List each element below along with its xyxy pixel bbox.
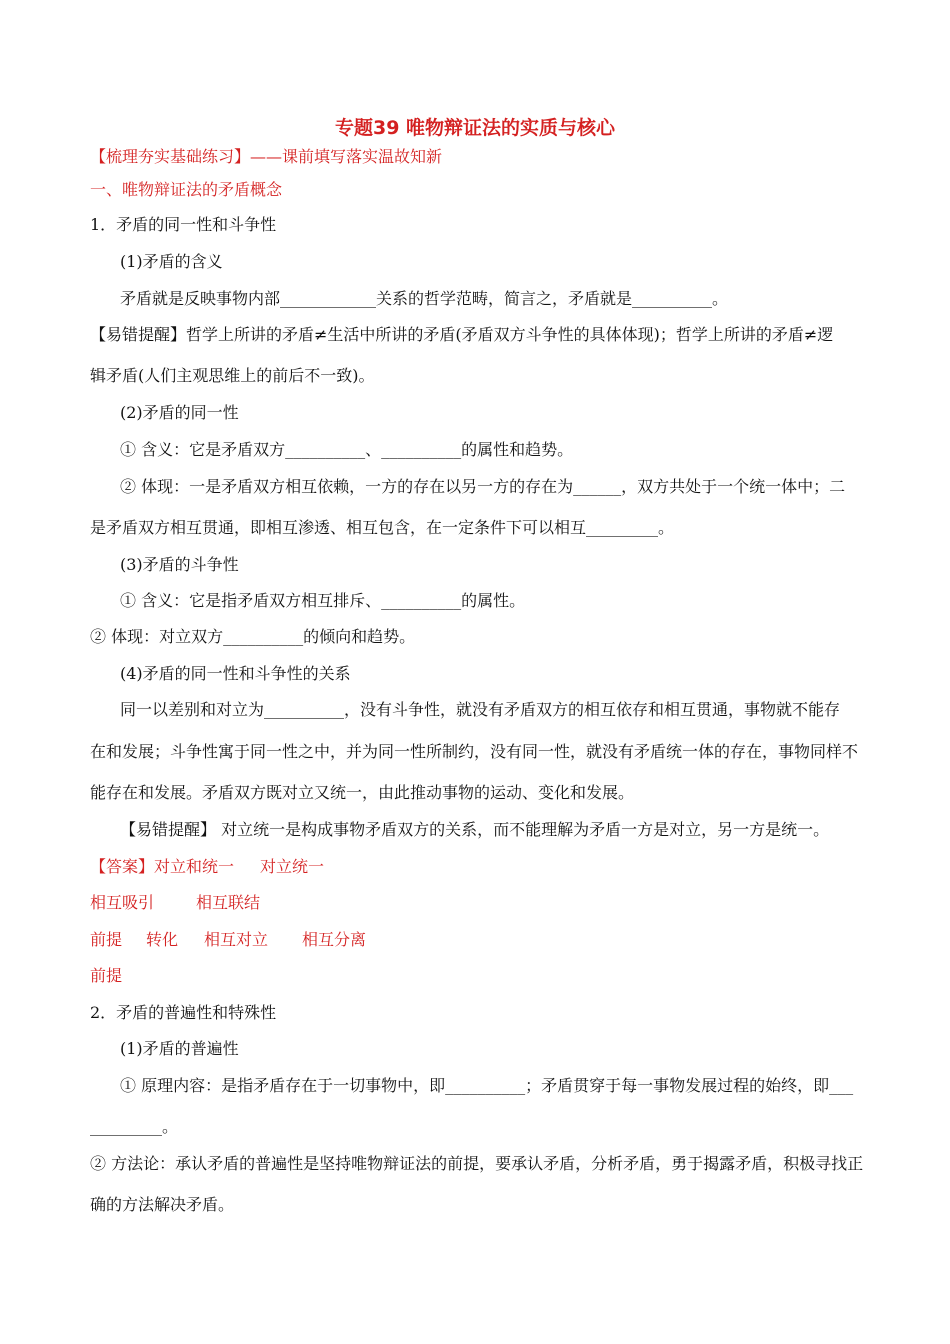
sub-heading-5: (1)矛盾的普遍性: [120, 1039, 239, 1058]
paragraph-universality-1: ① 原理内容：是指矛盾存在于一切事物中，即__________；矛盾贯穿于每一事物发展过程的始终，即___: [120, 1076, 854, 1095]
paragraph-relation-3: 能存在和发展。矛盾双方既对立又统一，由此推动事物的运动、变化和发展。: [90, 783, 635, 802]
page-title: 专题39 唯物辩证法的实质与核心: [334, 117, 616, 139]
paragraph-struggle-meaning: ① 含义：它是指矛盾双方相互排斥、__________的属性。: [120, 591, 526, 610]
sub-heading-3: (3)矛盾的斗争性: [120, 555, 239, 574]
answer-7: 相互对立: [204, 930, 269, 949]
tip-2: 【易错提醒】 对立统一是构成事物矛盾双方的关系，而不能理解为矛盾一方是对立，另一方是统一。: [120, 820, 830, 839]
tip-1-line-2: 辑矛盾(人们主观思维上的前后不一致)。: [90, 366, 375, 385]
answer-3: 相互吸引: [90, 893, 155, 912]
tip-1-line-1: 【易错提醒】哲学上所讲的矛盾≠生活中所讲的矛盾(矛盾双方斗争性的具体体现)；哲学上所讲的矛盾≠逻: [90, 325, 834, 344]
item-heading-2: 2．矛盾的普遍性和特殊性: [90, 1003, 277, 1022]
paragraph-method-2: 确的方法解决矛盾。: [90, 1195, 235, 1214]
answer-8: 相互分离: [302, 930, 367, 949]
answer-6: 转化: [146, 930, 179, 949]
answers-label: 【答案】: [90, 857, 155, 876]
paragraph-relation-1: 同一以差别和对立为__________，没有斗争性，就没有矛盾双方的相互依存和相互贯通，事物就不能存: [120, 700, 841, 719]
answers-line-3: [90, 930, 366, 950]
section-heading-1: 一、唯物辩证法的矛盾概念: [90, 180, 283, 199]
paragraph-identity-manifest-1: ② 体现：一是矛盾双方相互依赖，一方的存在以另一方的存在为______，双方共处于一个统一体中；二: [120, 477, 846, 496]
paragraph-struggle-manifest: ② 体现：对立双方__________的倾向和趋势。: [90, 627, 416, 646]
paragraph-method-1: ② 方法论：承认矛盾的普遍性是坚持唯物辩证法的前提，要承认矛盾，分析矛盾，勇于揭露矛盾，积极寻找正: [90, 1154, 864, 1173]
paragraph-identity-meaning: ① 含义：它是矛盾双方__________、__________的属性和趋势。: [120, 440, 574, 459]
sub-heading-1: (1)矛盾的含义: [120, 252, 223, 271]
subtitle: [90, 147, 442, 167]
subtitle-rest: ——课前填写落实温故知新: [250, 147, 443, 166]
answer-5: 前提: [90, 930, 123, 949]
answers-line-2: [90, 893, 260, 913]
subtitle-bracket: 【梳理夯实基础练习】: [90, 147, 251, 166]
answers-line-1: [90, 857, 324, 877]
sub-heading-2: (2)矛盾的同一性: [120, 403, 239, 422]
paragraph-universality-2: _________。: [90, 1117, 179, 1136]
answers-line-4: 前提: [90, 966, 123, 985]
item-heading-1: 1．矛盾的同一性和斗争性: [90, 215, 277, 234]
paragraph-relation-2: 在和发展；斗争性寓于同一性之中，并为同一性所制约，没有同一性，就没有矛盾统一体的存在，事物同样不: [90, 742, 859, 761]
answer-1: 对立和统一: [154, 857, 235, 876]
paragraph-definition: 矛盾就是反映事物内部____________关系的哲学范畴，简言之，矛盾就是__________。: [120, 289, 729, 308]
answer-4: 相互联结: [196, 893, 261, 912]
paragraph-identity-manifest-2: 是矛盾双方相互贯通，即相互渗透、相互包含，在一定条件下可以相互_________。: [90, 518, 675, 537]
answer-2: 对立统一: [260, 857, 325, 876]
sub-heading-4: (4)矛盾的同一性和斗争性的关系: [120, 664, 351, 683]
